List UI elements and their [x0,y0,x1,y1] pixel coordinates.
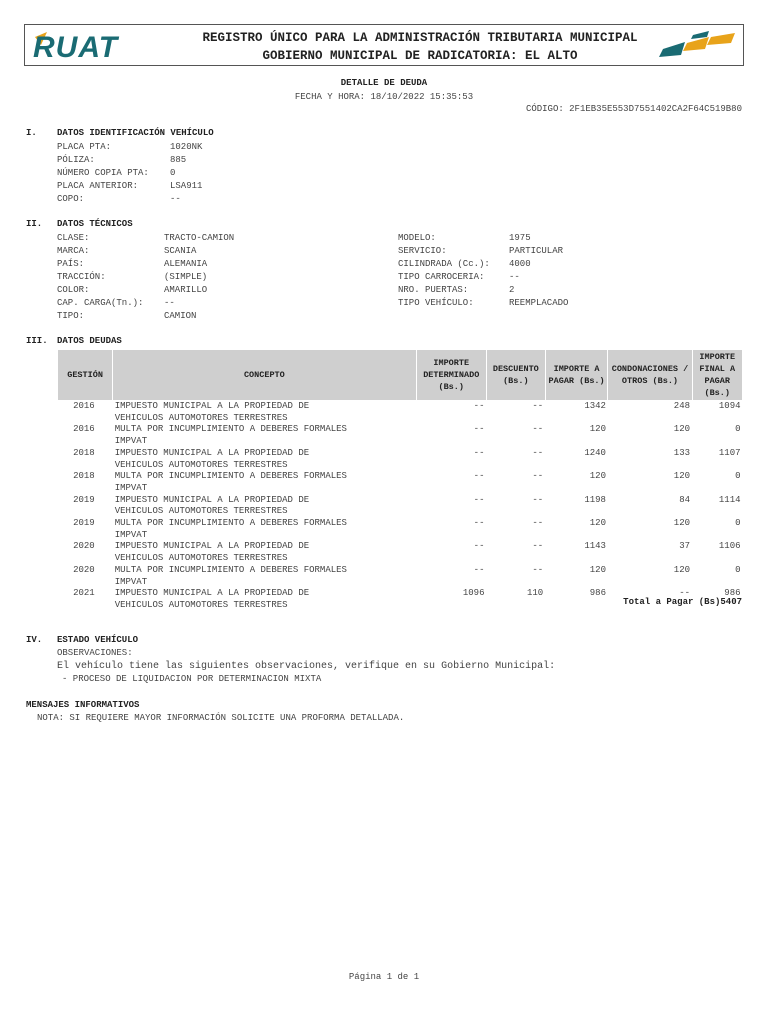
table-row [58,424,743,447]
cell-condonaciones: 84 [679,494,690,505]
concepto-line2: IMPVAT [114,482,148,493]
placa-pta-value: 1020NK [170,142,203,152]
cap-carga-label: CAP. CARGA(Tn.): [57,298,144,308]
cell-importe-determinado: -- [473,424,485,435]
cell-importe-final: 1114 [718,494,741,505]
traccion-value: (SIMPLE) [164,272,208,282]
cell-gestion: 2019 [73,494,95,505]
cell-importe-determinado: -- [473,518,485,529]
concepto-line2: VEHICULOS AUTOMOTORES TERRESTRES [114,599,288,610]
cell-gestion: 2020 [73,564,95,575]
cell-condonaciones: 120 [673,424,690,435]
servicio-value: PARTICULAR [509,246,564,256]
poliza-label: PÓLIZA: [57,155,95,165]
section-3-title: DATOS DEUDAS [57,336,122,346]
col-header-condonaciones: CONDONACIONES / OTROS (Bs.) [608,350,692,401]
clase-label: CLASE: [57,233,90,243]
table-row [58,448,743,471]
color-value: AMARILLO [164,285,208,295]
placa-anterior-label: PLACA ANTERIOR: [57,181,139,191]
cap-carga-value: -- [164,298,175,308]
cell-concepto [113,495,416,518]
placa-pta-label: PLACA PTA: [57,142,112,152]
concepto-line1: IMPUESTO MUNICIPAL A LA PROPIEDAD DE [114,447,310,458]
numero-copia-label: NÚMERO COPIA PTA: [57,168,149,178]
cell-condonaciones: -- [679,588,690,599]
pais-value: ALEMANIA [164,259,208,269]
deudas-table [57,349,743,612]
cell-condonaciones: 37 [679,541,690,552]
section-3-number: III. [26,336,48,346]
concepto-line1: IMPUESTO MUNICIPAL A LA PROPIEDAD DE [114,494,310,505]
clase-value: TRACTO-CAMION [164,233,235,243]
traccion-label: TRACCIÓN: [57,272,106,282]
nro-puertas-value: 2 [509,285,515,295]
cell-descuento: -- [532,471,544,482]
svg-text:RUAT: RUAT [33,31,119,61]
cell-importe-a-pagar: 986 [589,588,606,599]
cell-importe-final: 1094 [718,401,741,411]
section-2-title: DATOS TÉCNICOS [57,219,133,229]
cell-importe-final: 986 [724,588,741,599]
cell-importe-determinado: -- [473,447,485,458]
cell-descuento: -- [532,424,544,435]
ruat-logo [29,29,161,61]
tipo-vehiculo-value: REEMPLACADO [509,298,569,308]
section-2-number: II. [26,219,43,229]
ruat-emblem-icon [657,29,739,61]
section-4-title: ESTADO VEHÍCULO [57,635,139,645]
tipo-value: CAMION [164,311,197,321]
total-value: 5407 [720,597,742,607]
tipo-vehiculo-label: TIPO VEHÍCULO: [398,298,474,308]
table-row [58,541,743,564]
tipo-carroceria-value: -- [509,272,520,282]
cell-condonaciones: 120 [673,518,690,529]
concepto-line1: IMPUESTO MUNICIPAL A LA PROPIEDAD DE [114,401,310,411]
cell-condonaciones: 120 [673,564,690,575]
cell-importe-final: 0 [735,424,741,435]
cell-condonaciones: 248 [673,401,690,411]
copo-value: -- [170,194,181,204]
cell-descuento: -- [532,447,544,458]
concepto-line2: VEHICULOS AUTOMOTORES TERRESTRES [114,553,288,564]
cell-condonaciones: 133 [673,447,690,458]
cell-descuento: -- [532,541,544,552]
marca-value: SCANIA [164,246,197,256]
concepto-line1: IMPUESTO MUNICIPAL A LA PROPIEDAD DE [114,541,310,552]
cell-concepto [113,565,416,588]
concepto-line2: IMPVAT [114,436,148,447]
cell-importe-final: 0 [735,518,741,529]
cell-importe-a-pagar: 120 [589,424,606,435]
concepto-line1: MULTA POR INCUMPLIMIENTO A DEBERES FORMALES [114,424,347,435]
table-row [58,518,743,541]
mensajes-nota: NOTA: SI REQUIERE MAYOR INFORMACIÓN SOLICITE UNA PROFORMA DETALLADA. [37,713,405,723]
cell-concepto [113,424,416,447]
cell-importe-a-pagar: 1240 [584,447,606,458]
col-header-descuento: DESCUENTO (Bs.) [486,350,545,401]
concepto-line1: MULTA POR INCUMPLIMIENTO A DEBERES FORMALES [114,564,347,575]
fecha-hora: FECHA Y HORA: 18/10/2022 15:35:53 [294,92,474,102]
cell-condonaciones: 120 [673,471,690,482]
cell-importe-a-pagar: 120 [589,564,606,575]
cell-concepto [113,588,416,611]
observaciones-text: El vehículo tiene las siguientes observaciones, verifique en su Gobierno Municipal: [57,661,556,672]
table-row [58,471,743,494]
modelo-label: MODELO: [398,233,436,243]
cilindrada-label: CILINDRADA (Cc.): [398,259,490,269]
cell-importe-a-pagar: 1342 [584,401,606,411]
cell-importe-determinado: -- [473,541,485,552]
cell-importe-determinado: -- [473,564,485,575]
col-header-importe-determinado: IMPORTE DETERMINADO (Bs.) [416,350,486,401]
col-header-importe-final: IMPORTE FINAL A PAGAR (Bs.) [692,350,743,401]
modelo-value: 1975 [509,233,531,243]
tipo-carroceria-label: TIPO CARROCERIA: [398,272,485,282]
cell-descuento: -- [532,494,544,505]
document-title: DETALLE DE DEUDA [340,78,428,88]
color-label: COLOR: [57,285,90,295]
observaciones-item: - PROCESO DE LIQUIDACION POR DETERMINACION MIXTA [62,674,322,684]
cell-importe-determinado: -- [473,471,485,482]
section-1-title: DATOS IDENTIFICACIÓN VEHÍCULO [57,128,214,138]
codigo: CÓDIGO: 2F1EB35E553D7551402CA2F64C519B80 [525,104,742,114]
concepto-line2: VEHICULOS AUTOMOTORES TERRESTRES [114,412,288,423]
deudas-table-body [58,401,743,612]
cell-concepto [113,471,416,494]
concepto-line1: MULTA POR INCUMPLIMIENTO A DEBERES FORMALES [114,518,347,529]
cell-importe-final: 1107 [718,447,741,458]
numero-copia-value: 0 [170,168,176,178]
cell-importe-final: 0 [735,564,741,575]
poliza-value: 885 [170,155,187,165]
cell-importe-a-pagar: 1143 [584,541,606,552]
header-title-line1: REGISTRO ÚNICO PARA LA ADMINISTRACIÓN TRIBUTARIA MUNICIPAL [202,31,638,45]
concepto-line1: IMPUESTO MUNICIPAL A LA PROPIEDAD DE [114,588,310,599]
cilindrada-value: 4000 [509,259,531,269]
table-row [58,401,743,425]
table-row [58,495,743,518]
cell-concepto [113,448,416,471]
concepto-line2: VEHICULOS AUTOMOTORES TERRESTRES [114,506,288,517]
cell-concepto [113,401,416,425]
pais-label: PAÍS: [57,259,85,269]
cell-gestion: 2020 [73,541,95,552]
total-a-pagar [623,597,742,607]
cell-importe-final: 1106 [718,541,741,552]
cell-gestion: 2016 [73,424,95,435]
col-header-gestion: GESTIÓN [58,350,113,401]
marca-label: MARCA: [57,246,90,256]
concepto-line2: IMPVAT [114,529,148,540]
cell-gestion: 2021 [73,588,95,599]
cell-concepto [113,518,416,541]
section-1-number: I. [26,128,37,138]
cell-importe-determinado: -- [473,494,485,505]
cell-descuento: -- [532,518,544,529]
document-header [24,24,744,66]
page-number: Página 1 de 1 [348,972,420,982]
header-title-line2: GOBIERNO MUNICIPAL DE RADICATORIA: EL ALTO [262,49,578,63]
cell-descuento: -- [532,401,544,411]
col-header-importe-a-pagar: IMPORTE A PAGAR (Bs.) [545,350,608,401]
tipo-label: TIPO: [57,311,85,321]
cell-importe-a-pagar: 120 [589,471,606,482]
cell-importe-final: 0 [735,471,741,482]
cell-gestion: 2018 [73,447,95,458]
cell-importe-determinado: 1096 [462,588,485,599]
section-4-number: IV. [26,635,43,645]
table-row [58,565,743,588]
cell-concepto [113,541,416,564]
servicio-label: SERVICIO: [398,246,447,256]
concepto-line2: IMPVAT [114,576,148,587]
concepto-line1: MULTA POR INCUMPLIMIENTO A DEBERES FORMALES [114,471,347,482]
cell-importe-a-pagar: 120 [589,518,606,529]
cell-gestion: 2016 [73,401,95,411]
cell-gestion: 2019 [73,518,95,529]
col-header-concepto: CONCEPTO [113,350,416,401]
cell-descuento: 110 [526,588,544,599]
cell-importe-determinado: -- [473,401,485,411]
cell-importe-a-pagar: 1198 [584,494,606,505]
header-title [185,29,655,65]
nro-puertas-label: NRO. PUERTAS: [398,285,469,295]
concepto-line2: VEHICULOS AUTOMOTORES TERRESTRES [114,459,288,470]
observaciones-label: OBSERVACIONES: [57,648,133,658]
copo-label: COPO: [57,194,85,204]
cell-gestion: 2018 [73,471,95,482]
table-header-row [58,350,743,401]
mensajes-title: MENSAJES INFORMATIVOS [26,700,140,710]
total-label: Total a Pagar (Bs) [623,597,721,607]
placa-anterior-value: LSA911 [170,181,203,191]
cell-descuento: -- [532,564,544,575]
